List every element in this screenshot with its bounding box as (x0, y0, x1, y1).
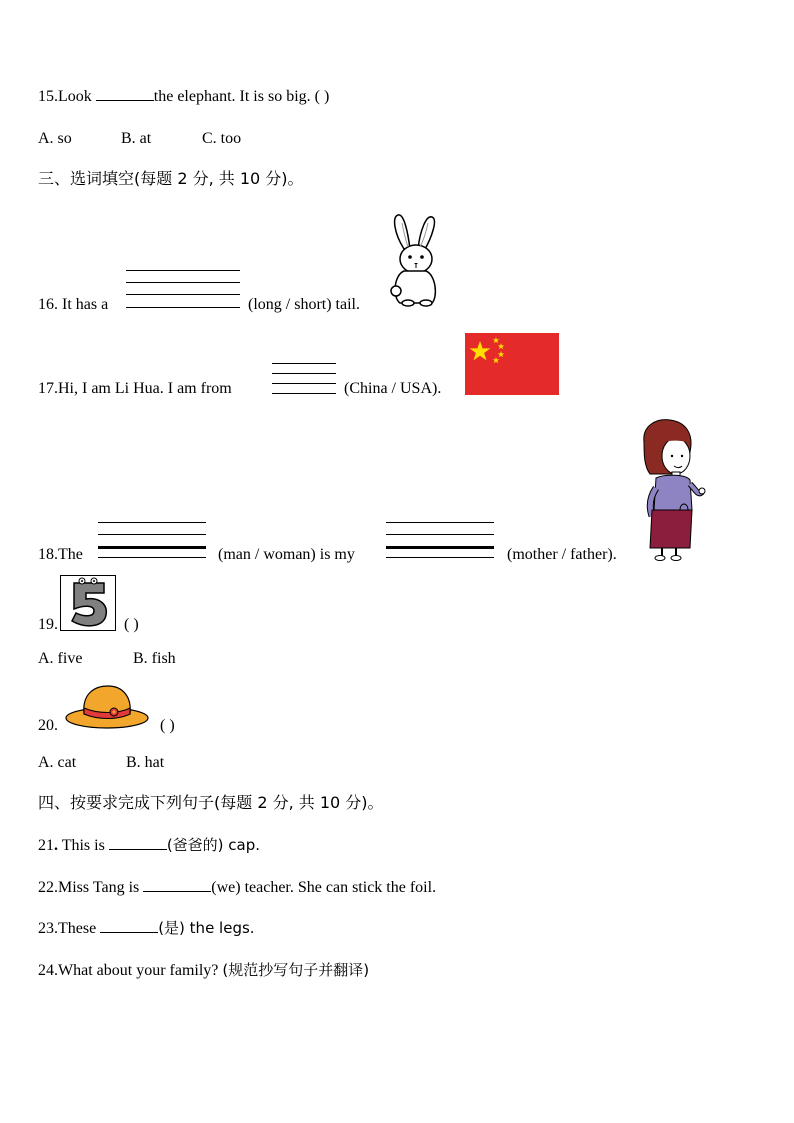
china-flag-icon (465, 333, 559, 399)
question-17 (38, 381, 232, 397)
question-text: (mother / father). (507, 546, 617, 563)
answer-blank[interactable] (96, 100, 154, 101)
four-line-writing-grid[interactable] (386, 520, 494, 560)
four-line-writing-grid[interactable] (126, 268, 240, 310)
answer-blank[interactable] (143, 891, 211, 892)
question-21 (38, 838, 260, 854)
rabbit-icon (386, 213, 444, 313)
question-number: 15. (38, 88, 58, 105)
question-text: These (58, 920, 101, 937)
question-22 (38, 880, 436, 896)
answer-parentheses[interactable]: ( ) (124, 616, 139, 633)
question-number: 24. (38, 962, 58, 979)
question-text: (we) teacher. She can stick the foil. (211, 879, 437, 896)
answer-blank[interactable] (109, 849, 167, 850)
option-b: B. fish (133, 650, 176, 667)
section-heading: 四、按要求完成下列句子(每题 2 分, 共 10 分)。 (38, 793, 384, 812)
question-number: 19. (38, 616, 58, 633)
four-line-writing-grid[interactable] (272, 361, 336, 397)
question-text: (China / USA). (344, 380, 442, 397)
answer-blank[interactable] (100, 932, 158, 933)
question-number: 23. (38, 920, 58, 937)
section-heading: 三、选词填空(每题 2 分, 共 10 分)。 (38, 169, 304, 188)
question-text: (long / short) tail. (248, 296, 360, 313)
question-text: Look (58, 88, 96, 105)
question-text: the elephant. It is so big. ( ) (153, 88, 330, 105)
question-number: 17. (38, 380, 58, 397)
question-text: (是) the legs. (158, 919, 255, 937)
question-text: (爸爸的) cap. (166, 836, 261, 854)
question-text: (man / woman) is my (218, 546, 355, 563)
question-number: 16. (38, 296, 58, 313)
number-five-icon (60, 575, 116, 635)
woman-icon (640, 418, 706, 566)
option-a: A. so (38, 130, 72, 147)
option-b: B. hat (126, 754, 165, 771)
hat-icon (64, 684, 150, 734)
question-instruction: (规范抄写句子并翻译) (222, 961, 370, 979)
question-18 (38, 547, 83, 563)
question-text: Hi, I am Li Hua. I am from (58, 380, 232, 397)
question-number: 20. (38, 717, 58, 734)
option-c: C. too (202, 130, 242, 147)
question-number-dot: . (54, 837, 58, 854)
four-line-writing-grid[interactable] (98, 520, 206, 560)
question-16-number (38, 297, 108, 313)
question-text: Miss Tang is (58, 879, 144, 896)
question-text: The (58, 546, 83, 563)
question-number: 22. (38, 879, 58, 896)
question-15 (38, 89, 329, 105)
question-text: This is (58, 837, 109, 854)
question-24 (38, 963, 369, 979)
answer-parentheses[interactable]: ( ) (160, 717, 175, 734)
question-23 (38, 921, 255, 937)
question-number: 18. (38, 546, 58, 563)
option-a: A. cat (38, 754, 77, 771)
question-text: What about your family? (58, 962, 223, 979)
question-number: 21 (38, 837, 54, 854)
question-text: It has a (58, 296, 109, 313)
option-b: B. at (121, 130, 152, 147)
option-a: A. five (38, 650, 83, 667)
